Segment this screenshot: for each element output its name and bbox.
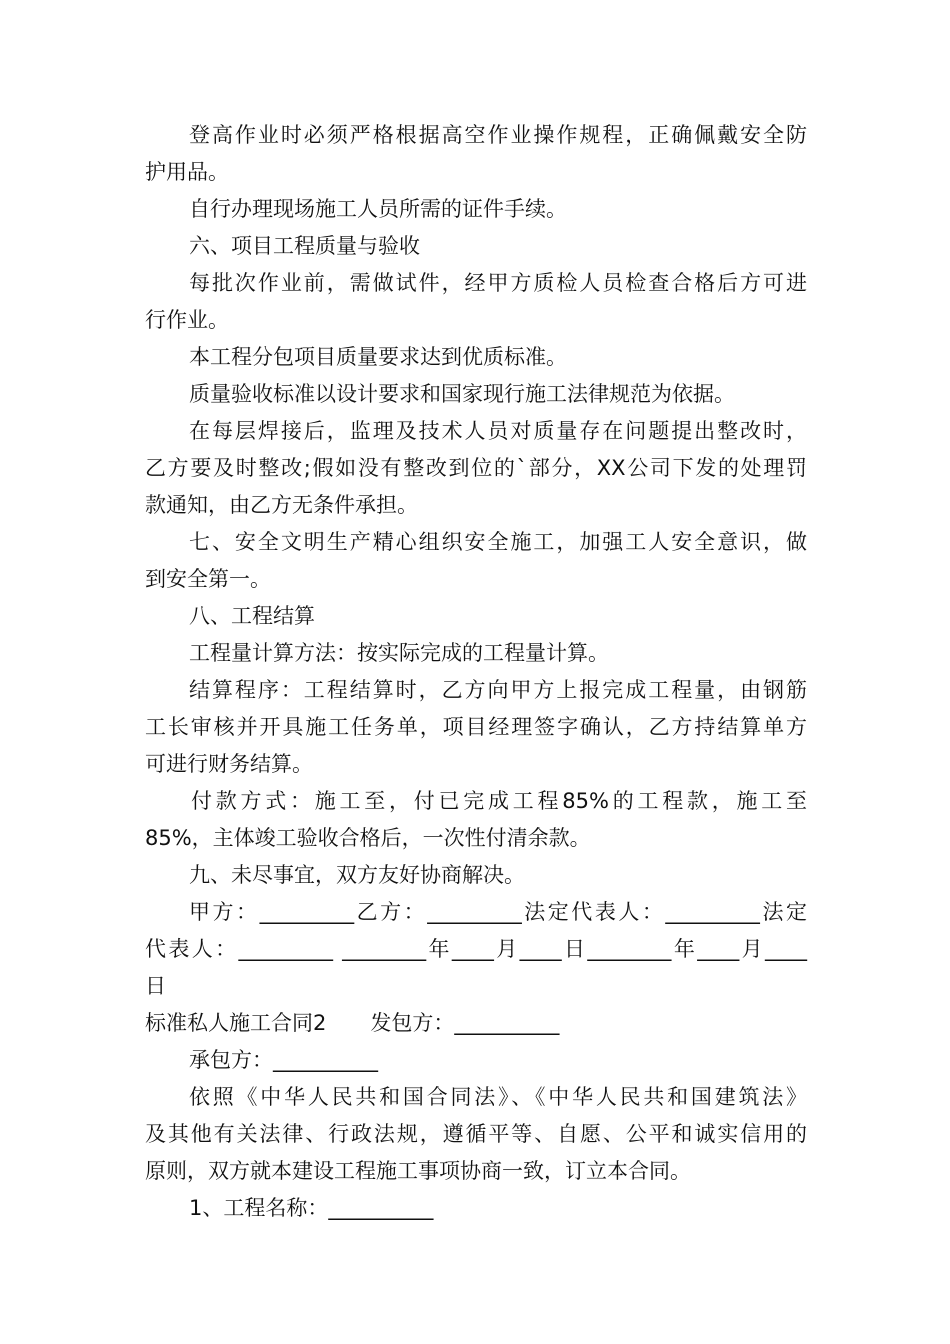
- paragraph-line: 款通知，由乙方无条件承担。: [145, 493, 418, 517]
- paragraph-line: 自行办理现场施工人员所需的证件手续。: [189, 197, 567, 221]
- contractor-field: 承包方：__________: [189, 1048, 378, 1072]
- contract-title: 标准私人施工合同2: [145, 1011, 327, 1035]
- contract-title-line: [145, 1005, 807, 1042]
- paragraph-line: 行作业。: [145, 308, 229, 332]
- paragraph-line: 原则，双方就本建设工程施工事项协商一致，订立本合同。: [145, 1159, 691, 1183]
- paragraph-line: 护用品。: [145, 160, 229, 184]
- paragraph-line: 工长审核并开具施工任务单，项目经理签字确认，乙方持结算单方: [145, 715, 807, 739]
- paragraph-line: 在每层焊接后，监理及技术人员对质量存在问题提出整改时，: [189, 419, 807, 443]
- paragraph-line: 结算程序：工程结算时，乙方向甲方上报完成工程量，由钢筋: [189, 678, 807, 702]
- paragraph-line: 到安全第一。: [145, 567, 271, 591]
- paragraph-line: 登高作业时必须严格根据高空作业操作规程，正确佩戴安全防: [189, 123, 807, 147]
- paragraph-line: 工程量计算方法：按实际完成的工程量计算。: [189, 641, 609, 665]
- paragraph-line: 每批次作业前，需做试件，经甲方质检人员检查合格后方可进: [189, 271, 807, 295]
- paragraph-line: 乙方要及时整改;假如没有整改到位的`部分，XX公司下发的处理罚: [145, 456, 807, 480]
- paragraph-line: 依照《中华人民共和国合同法》、《中华人民共和国建筑法》: [189, 1085, 807, 1109]
- section-heading: 六、项目工程质量与验收: [189, 234, 420, 258]
- paragraph-line: 及其他有关法律、行政法规，遵循平等、自愿、公平和诚实信用的: [145, 1122, 807, 1146]
- signature-line: 代表人：_________ ________年____月____日________年____月____: [145, 937, 807, 961]
- section-heading: 八、工程结算: [189, 604, 315, 628]
- section-heading: 七、安全文明生产精心组织安全施工，加强工人安全意识，做: [189, 530, 807, 554]
- employer-field: 发包方：__________: [370, 1011, 560, 1035]
- paragraph-line: 本工程分包项目质量要求达到优质标准。: [189, 345, 567, 369]
- document-body: [145, 117, 807, 1227]
- paragraph-line: 付款方式：施工至，付已完成工程85%的工程款，施工至: [191, 789, 807, 813]
- project-name-field: 1、工程名称：__________: [189, 1196, 434, 1220]
- section-heading: 九、未尽事宜，双方友好协商解决。: [189, 863, 525, 887]
- paragraph-line: 质量验收标准以设计要求和国家现行施工法律规范为依据。: [189, 382, 735, 406]
- signature-line: 日: [145, 974, 166, 998]
- signature-line: 甲方：_________乙方：_________法定代表人：_________法定: [189, 900, 807, 924]
- paragraph-line: 85%，主体竣工验收合格后，一次性付清余款。: [145, 826, 591, 850]
- paragraph-line: 可进行财务结算。: [145, 752, 313, 776]
